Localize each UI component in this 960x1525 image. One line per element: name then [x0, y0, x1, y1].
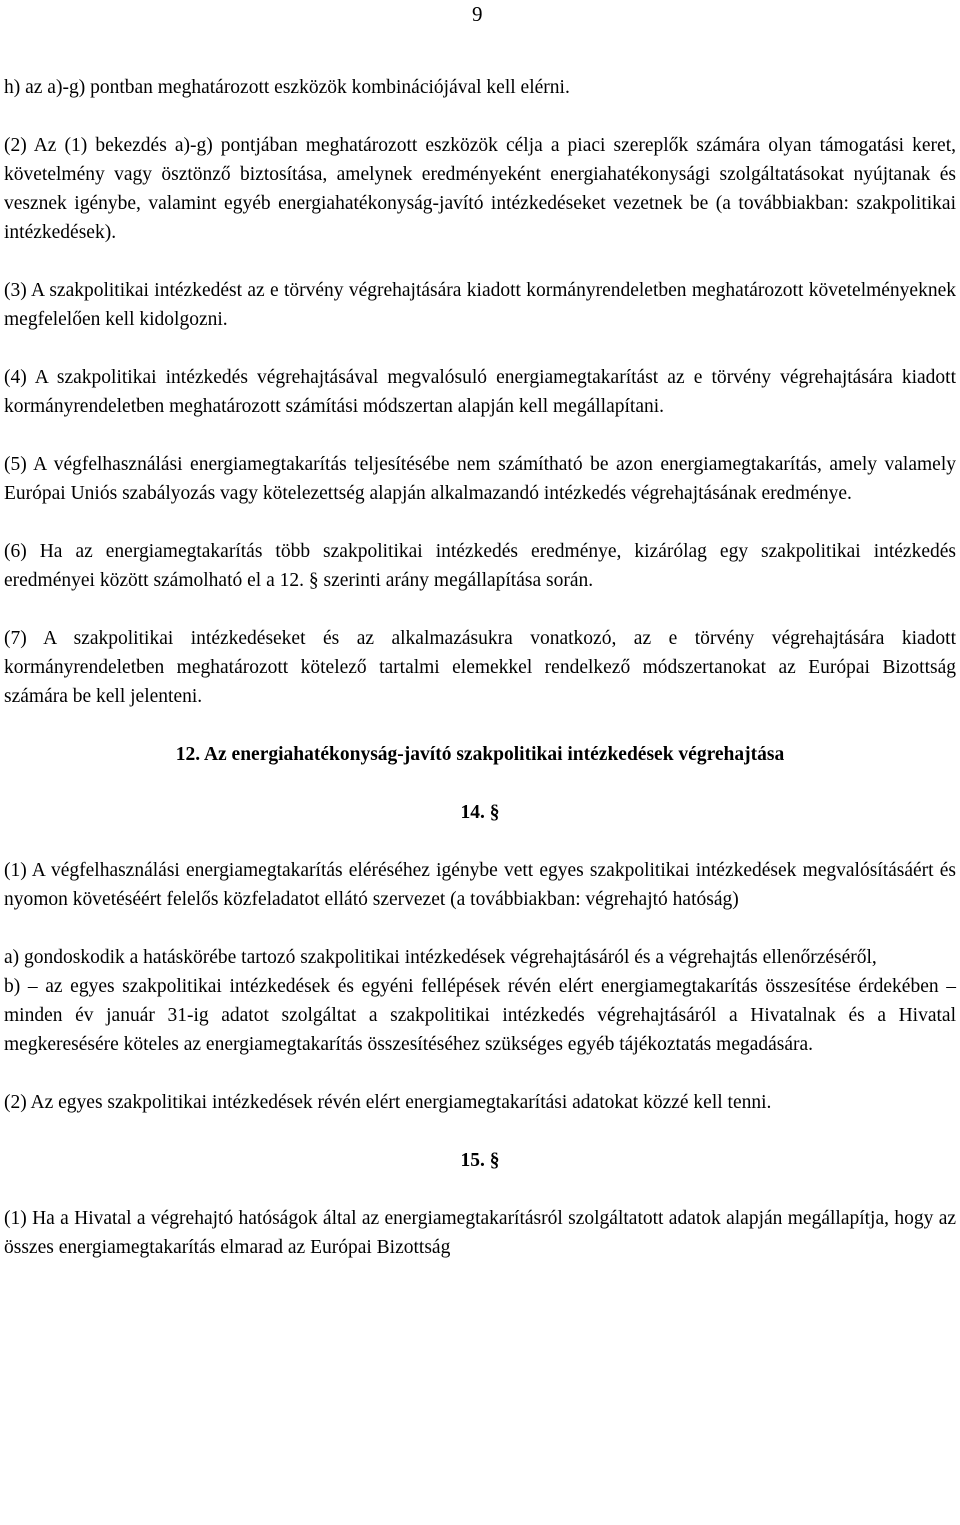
paragraph-4: (4) A szakpolitikai intézkedés végrehajtásával megvalósuló energiamegtakarítást az e törvény végrehajtására kiadott kormányrendeletben meghatározott számítási módszertan alapján kell megállapítani.	[4, 367, 956, 417]
chapter-heading: 12. Az energiahatékonyság-javító szakpolitikai intézkedések végrehajtása	[175, 744, 785, 765]
section-14-paragraph-2: (2) Az egyes szakpolitikai intézkedések révén elért energiamegtakarítási adatokat közzé kell tenni.	[4, 1092, 772, 1113]
section-14-heading: 14. §	[460, 802, 500, 823]
section-14-paragraph-1: (1) A végfelhasználási energiamegtakarítás eléréséhez igénybe vett egyes szakpolitikai intézkedések megvalósításáért és nyomon követéséért felelős közfeladatot ellátó szervezet (a továbbiakban: végrehajtó hatóság)	[4, 860, 956, 910]
section-14-item-a: a) gondoskodik a hatáskörébe tartozó szakpolitikai intézkedések végrehajtásáról és a végrehajtás ellenőrzéséről,	[4, 947, 877, 968]
paragraph-2: (2) Az (1) bekezdés a)-g) pontjában meghatározott eszközök célja a piaci szereplők számára olyan támogatási keret, követelmény vagy ösztönző biztosítása, amelynek eredményeként energiahatékonysági szolgáltatásokat nyújtanak és vesznek igénybe, valamint egyéb energiahatékonyság-javító intézkedéseket vezetnek be (a továbbiakban: szakpolitikai intézkedések).	[4, 135, 956, 243]
document-body	[4, 73, 956, 1262]
paragraph-3: (3) A szakpolitikai intézkedést az e törvény végrehajtására kiadott kormányrendeletben meghatározott követelményeknek megfelelően kell kidolgozni.	[4, 280, 956, 330]
item-h: h) az a)-g) pontban meghatározott eszközök kombinációjával kell elérni.	[4, 77, 570, 98]
paragraph-6: (6) Ha az energiamegtakarítás több szakpolitikai intézkedés eredménye, kizárólag egy szakpolitikai intézkedés eredményei között számolható el a 12. § szerinti arány megállapítása során.	[4, 541, 956, 591]
page-number: 9	[472, 2, 483, 26]
paragraph-5: (5) A végfelhasználási energiamegtakarítás teljesítésébe nem számítható be azon energiamegtakarítás, amely valamely Európai Uniós szabályozás vagy kötelezettség alapján alkalmazandó intézkedés végrehajtásának eredménye.	[4, 454, 956, 504]
section-15-paragraph-1: (1) Ha a Hivatal a végrehajtó hatóságok által az energiamegtakarításról szolgáltatott adatok alapján megállapítja, hogy az összes energiamegtakarítás elmarad az Európai Bizottság	[4, 1208, 956, 1258]
section-14-item-b: b) – az egyes szakpolitikai intézkedések és egyéni fellépések révén elért energiamegtakarítás összesítése érdekében – minden év január 31-ig adatot szolgáltat a szakpolitikai intézkedés végrehajtásáról a Hivatalnak és a Hivatal megkeresésére köteles az energiamegtakarítás összesítéséhez szükséges egyéb tájékoztatás megadására.	[4, 976, 956, 1055]
paragraph-7: (7) A szakpolitikai intézkedéseket és az alkalmazásukra vonatkozó, az e törvény végrehajtására kiadott kormányrendeletben meghatározott kötelező tartalmi elemekkel rendelkező módszertanokat az Európai Bizottság számára be kell jelenteni.	[4, 628, 956, 707]
section-15-heading: 15. §	[460, 1150, 500, 1171]
